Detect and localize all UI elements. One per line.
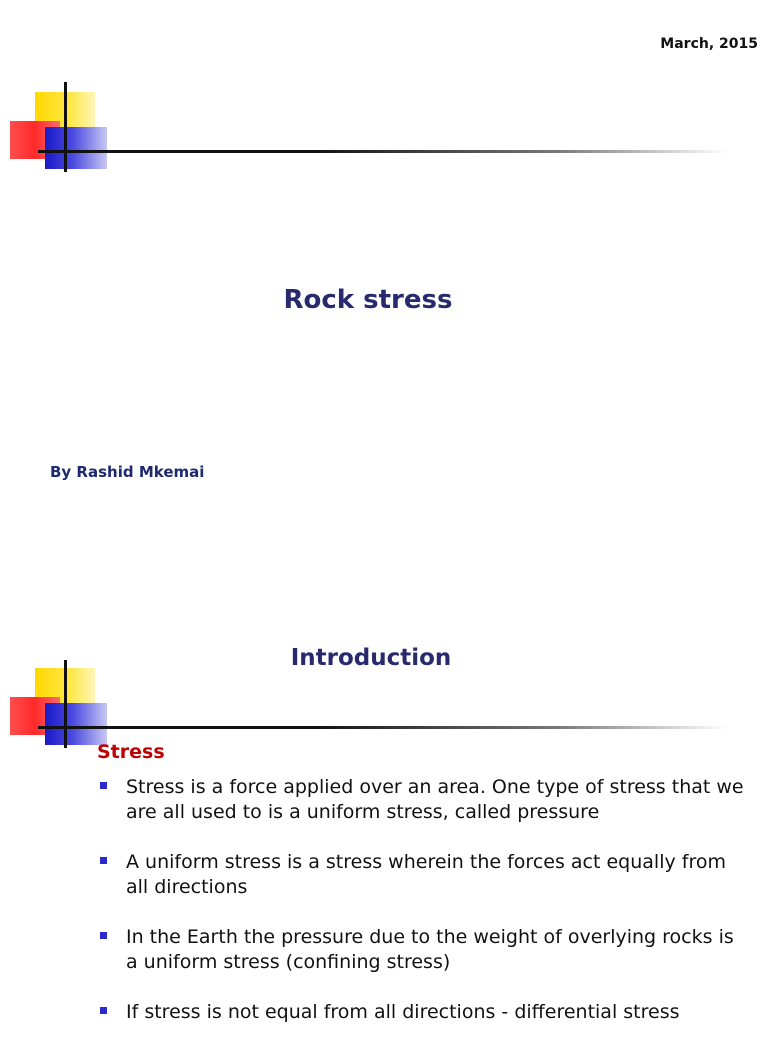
- blue-square: [45, 127, 107, 169]
- square-bullet-icon: [100, 932, 107, 939]
- square-bullet-icon: [100, 782, 107, 789]
- vertical-rule: [64, 82, 67, 172]
- section-heading: Stress: [97, 741, 165, 763]
- bullet-item: [97, 775, 747, 825]
- slide-title: Rock stress: [283, 285, 453, 315]
- introduction-slide: [0, 590, 768, 1024]
- slide-title: Introduction: [290, 645, 452, 671]
- author-line: By Rashid Mkemai: [50, 463, 205, 481]
- slide-date: March, 2015: [660, 36, 758, 52]
- bullet-item: [97, 850, 747, 900]
- bullet-list: [97, 775, 747, 1050]
- horizontal-rule: [38, 150, 728, 153]
- bullet-text: In the Earth the pressure due to the weight of overlying rocks is a uniform stress (confining stress): [126, 926, 734, 973]
- vertical-rule: [64, 660, 67, 748]
- square-bullet-icon: [100, 857, 107, 864]
- bullet-text: Stress is a force applied over an area. One type of stress that we are all used to is a uniform stress, called pressure: [126, 776, 744, 823]
- corner-decoration: [0, 0, 768, 180]
- square-bullet-icon: [100, 1007, 107, 1014]
- bullet-text: If stress is not equal from all directions - differential stress: [126, 1001, 680, 1023]
- horizontal-rule: [38, 726, 728, 729]
- bullet-text: A uniform stress is a stress wherein the forces act equally from all directions: [126, 851, 726, 898]
- blue-square: [45, 703, 107, 745]
- bullet-item: [97, 925, 747, 975]
- bullet-item: [97, 1000, 747, 1025]
